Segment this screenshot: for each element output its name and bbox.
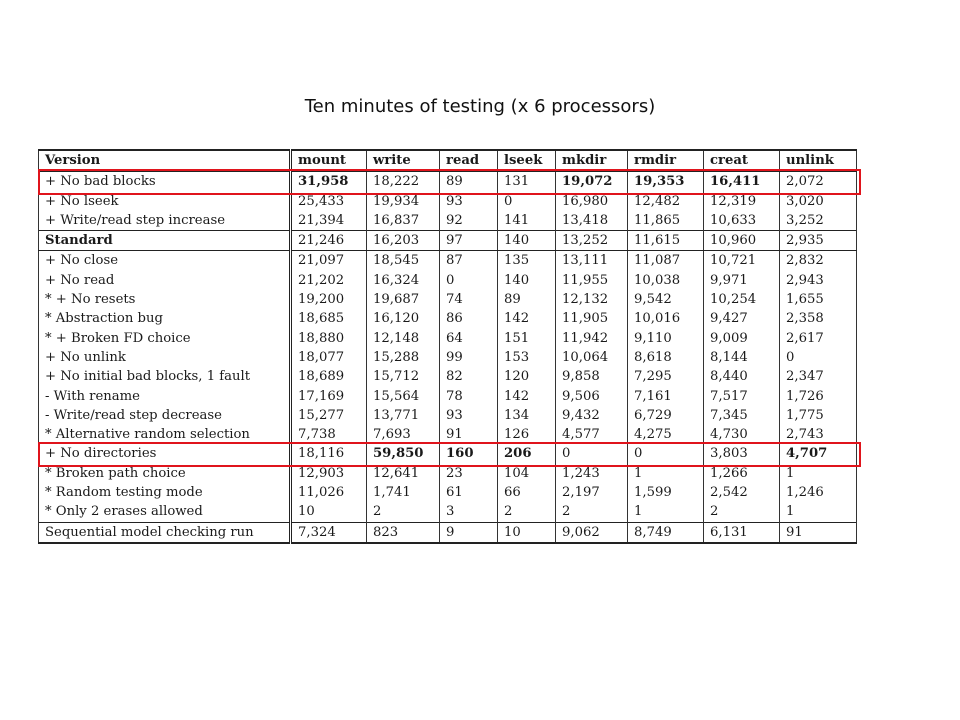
row-label: + No close (39, 251, 291, 271)
table-cell: 8,618 (628, 348, 704, 367)
table-cell: 9,009 (704, 329, 780, 348)
table-cell: 18,545 (367, 251, 440, 271)
table-cell: 1 (780, 464, 857, 483)
table-cell: 0 (780, 348, 857, 367)
table-cell: 11,942 (556, 329, 628, 348)
table-row (39, 231, 857, 251)
table-row (39, 271, 857, 290)
table-cell: 1,599 (628, 483, 704, 502)
table-cell: 141 (498, 211, 556, 231)
table-cell: 89 (440, 171, 498, 191)
table-cell: 0 (556, 444, 628, 463)
table-cell: 16,120 (367, 309, 440, 328)
table-cell: 19,200 (291, 290, 367, 309)
table-cell: 104 (498, 464, 556, 483)
table-cell: 9,506 (556, 387, 628, 406)
table-row (39, 192, 857, 211)
table-cell: 25,433 (291, 192, 367, 211)
table-cell: 13,418 (556, 211, 628, 231)
table-cell: 18,685 (291, 309, 367, 328)
row-label: Sequential model checking run (39, 522, 291, 543)
table-cell: 120 (498, 367, 556, 386)
table-cell: 140 (498, 231, 556, 251)
table-cell: 2,832 (780, 251, 857, 271)
table-cell: 1,243 (556, 464, 628, 483)
table-row (39, 522, 857, 543)
column-header-mkdir: mkdir (556, 150, 628, 171)
table-cell: 23 (440, 464, 498, 483)
table-cell: 10,960 (704, 231, 780, 251)
table-cell: 12,148 (367, 329, 440, 348)
table-cell: 134 (498, 406, 556, 425)
table-cell: 74 (440, 290, 498, 309)
table-cell: 7,738 (291, 425, 367, 444)
table-row (39, 425, 857, 444)
table-cell: 7,693 (367, 425, 440, 444)
table-cell: 87 (440, 251, 498, 271)
table-cell: 19,072 (556, 171, 628, 191)
row-label: * Random testing mode (39, 483, 291, 502)
table-cell: 151 (498, 329, 556, 348)
row-label: Standard (39, 231, 291, 251)
table-cell: 16,980 (556, 192, 628, 211)
table-cell: 142 (498, 309, 556, 328)
table-cell: 12,641 (367, 464, 440, 483)
table-row (39, 502, 857, 522)
table-row (39, 387, 857, 406)
table-cell: 1,655 (780, 290, 857, 309)
table-cell: 7,295 (628, 367, 704, 386)
table-cell: 9,971 (704, 271, 780, 290)
row-label: * + No resets (39, 290, 291, 309)
row-label: + No read (39, 271, 291, 290)
table-cell: 59,850 (367, 444, 440, 463)
table-cell: 1,726 (780, 387, 857, 406)
table-cell: 11,087 (628, 251, 704, 271)
table-cell: 11,615 (628, 231, 704, 251)
table-cell: 7,161 (628, 387, 704, 406)
table-cell: 16,411 (704, 171, 780, 191)
table-cell: 1,741 (367, 483, 440, 502)
table-cell: 91 (780, 522, 857, 543)
table-row (39, 444, 857, 463)
column-header-write: write (367, 150, 440, 171)
table-cell: 3 (440, 502, 498, 522)
table-cell: 9,427 (704, 309, 780, 328)
row-label: + No unlink (39, 348, 291, 367)
table-row (39, 348, 857, 367)
table-cell: 91 (440, 425, 498, 444)
table-row (39, 251, 857, 271)
table-cell: 89 (498, 290, 556, 309)
row-label: + No directories (39, 444, 291, 463)
table-cell: 1 (628, 502, 704, 522)
table-cell: 13,771 (367, 406, 440, 425)
table-cell: 15,564 (367, 387, 440, 406)
table-cell: 2,943 (780, 271, 857, 290)
row-label: - Write/read step decrease (39, 406, 291, 425)
table-cell: 0 (498, 192, 556, 211)
table-cell: 2 (704, 502, 780, 522)
table-cell: 3,020 (780, 192, 857, 211)
table-cell: 93 (440, 192, 498, 211)
row-label: * Alternative random selection (39, 425, 291, 444)
table-cell: 18,689 (291, 367, 367, 386)
table-header-row (39, 150, 857, 171)
table-cell: 82 (440, 367, 498, 386)
table-cell: 12,482 (628, 192, 704, 211)
table-cell: 2,347 (780, 367, 857, 386)
table-cell: 2 (498, 502, 556, 522)
table-cell: 10,254 (704, 290, 780, 309)
table-cell: 2,743 (780, 425, 857, 444)
table-cell: 1,775 (780, 406, 857, 425)
table-cell: 86 (440, 309, 498, 328)
row-label: * Abstraction bug (39, 309, 291, 328)
table-cell: 31,958 (291, 171, 367, 191)
table-cell: 16,203 (367, 231, 440, 251)
table-cell: 8,144 (704, 348, 780, 367)
table-cell: 7,324 (291, 522, 367, 543)
table-cell: 131 (498, 171, 556, 191)
table-row (39, 367, 857, 386)
table-row (39, 309, 857, 328)
table-cell: 153 (498, 348, 556, 367)
table-row (39, 464, 857, 483)
row-label: - With rename (39, 387, 291, 406)
table-row (39, 483, 857, 502)
table-cell: 9 (440, 522, 498, 543)
table-cell: 1 (628, 464, 704, 483)
table-cell: 1,266 (704, 464, 780, 483)
table-cell: 9,858 (556, 367, 628, 386)
table-row (39, 211, 857, 231)
table-cell: 8,749 (628, 522, 704, 543)
table-cell: 13,252 (556, 231, 628, 251)
table-cell: 10,721 (704, 251, 780, 271)
table-cell: 11,905 (556, 309, 628, 328)
table-cell: 21,246 (291, 231, 367, 251)
table-cell: 61 (440, 483, 498, 502)
table-cell: 2 (556, 502, 628, 522)
table-cell: 11,026 (291, 483, 367, 502)
table-row (39, 290, 857, 309)
table-cell: 12,319 (704, 192, 780, 211)
table-cell: 99 (440, 348, 498, 367)
table-cell: 10,633 (704, 211, 780, 231)
table-cell: 10 (291, 502, 367, 522)
table-cell: 10,064 (556, 348, 628, 367)
table-cell: 15,277 (291, 406, 367, 425)
column-header-read: read (440, 150, 498, 171)
table-cell: 0 (628, 444, 704, 463)
table-cell: 19,687 (367, 290, 440, 309)
table-cell: 92 (440, 211, 498, 231)
table-cell: 2,935 (780, 231, 857, 251)
table-cell: 15,288 (367, 348, 440, 367)
table-cell: 160 (440, 444, 498, 463)
table-cell: 6,131 (704, 522, 780, 543)
table-cell: 66 (498, 483, 556, 502)
table-cell: 15,712 (367, 367, 440, 386)
table-cell: 140 (498, 271, 556, 290)
table-cell: 9,110 (628, 329, 704, 348)
table-cell: 13,111 (556, 251, 628, 271)
table-cell: 7,517 (704, 387, 780, 406)
table-cell: 18,077 (291, 348, 367, 367)
table-cell: 0 (440, 271, 498, 290)
table-cell: 19,934 (367, 192, 440, 211)
table-cell: 9,062 (556, 522, 628, 543)
table-cell: 21,097 (291, 251, 367, 271)
table-cell: 4,730 (704, 425, 780, 444)
table-cell: 93 (440, 406, 498, 425)
table-cell: 7,345 (704, 406, 780, 425)
column-header-rmdir: rmdir (628, 150, 704, 171)
row-label: + Write/read step increase (39, 211, 291, 231)
table-cell: 17,169 (291, 387, 367, 406)
table-row (39, 171, 857, 191)
table-cell: 2,358 (780, 309, 857, 328)
table-cell: 18,116 (291, 444, 367, 463)
table-cell: 4,275 (628, 425, 704, 444)
table-cell: 135 (498, 251, 556, 271)
row-label: * Only 2 erases allowed (39, 502, 291, 522)
table-cell: 4,577 (556, 425, 628, 444)
table-cell: 18,222 (367, 171, 440, 191)
table-cell: 11,955 (556, 271, 628, 290)
results-table (38, 149, 857, 544)
table-cell: 64 (440, 329, 498, 348)
table-cell: 21,394 (291, 211, 367, 231)
table-cell: 3,252 (780, 211, 857, 231)
table-cell: 2,072 (780, 171, 857, 191)
row-label: + No initial bad blocks, 1 fault (39, 367, 291, 386)
table-cell: 206 (498, 444, 556, 463)
table-cell: 12,903 (291, 464, 367, 483)
table-cell: 2,197 (556, 483, 628, 502)
table-cell: 18,880 (291, 329, 367, 348)
table-cell: 126 (498, 425, 556, 444)
table-cell: 16,324 (367, 271, 440, 290)
column-header-creat: creat (704, 150, 780, 171)
row-label: * Broken path choice (39, 464, 291, 483)
slide-title: Ten minutes of testing (x 6 processors) (304, 96, 656, 117)
table-cell: 1 (780, 502, 857, 522)
table-cell: 2 (367, 502, 440, 522)
table-cell: 16,837 (367, 211, 440, 231)
table-cell: 8,440 (704, 367, 780, 386)
column-header-version: Version (39, 150, 291, 171)
table-cell: 19,353 (628, 171, 704, 191)
table-cell: 823 (367, 522, 440, 543)
table-cell: 11,865 (628, 211, 704, 231)
row-label: + No lseek (39, 192, 291, 211)
table-row (39, 329, 857, 348)
table-cell: 9,542 (628, 290, 704, 309)
column-header-mount: mount (291, 150, 367, 171)
column-header-lseek: lseek (498, 150, 556, 171)
column-header-unlink: unlink (780, 150, 857, 171)
table-cell: 97 (440, 231, 498, 251)
table-cell: 4,707 (780, 444, 857, 463)
table-cell: 12,132 (556, 290, 628, 309)
table-cell: 21,202 (291, 271, 367, 290)
table-cell: 3,803 (704, 444, 780, 463)
table-cell: 2,542 (704, 483, 780, 502)
row-label: * + Broken FD choice (39, 329, 291, 348)
table-cell: 78 (440, 387, 498, 406)
table-cell: 2,617 (780, 329, 857, 348)
table-cell: 9,432 (556, 406, 628, 425)
table-cell: 1,246 (780, 483, 857, 502)
table-cell: 10,038 (628, 271, 704, 290)
table-cell: 142 (498, 387, 556, 406)
table-row (39, 406, 857, 425)
row-label: + No bad blocks (39, 171, 291, 191)
table-cell: 10 (498, 522, 556, 543)
table-cell: 6,729 (628, 406, 704, 425)
results-table-container (38, 149, 856, 544)
table-cell: 10,016 (628, 309, 704, 328)
